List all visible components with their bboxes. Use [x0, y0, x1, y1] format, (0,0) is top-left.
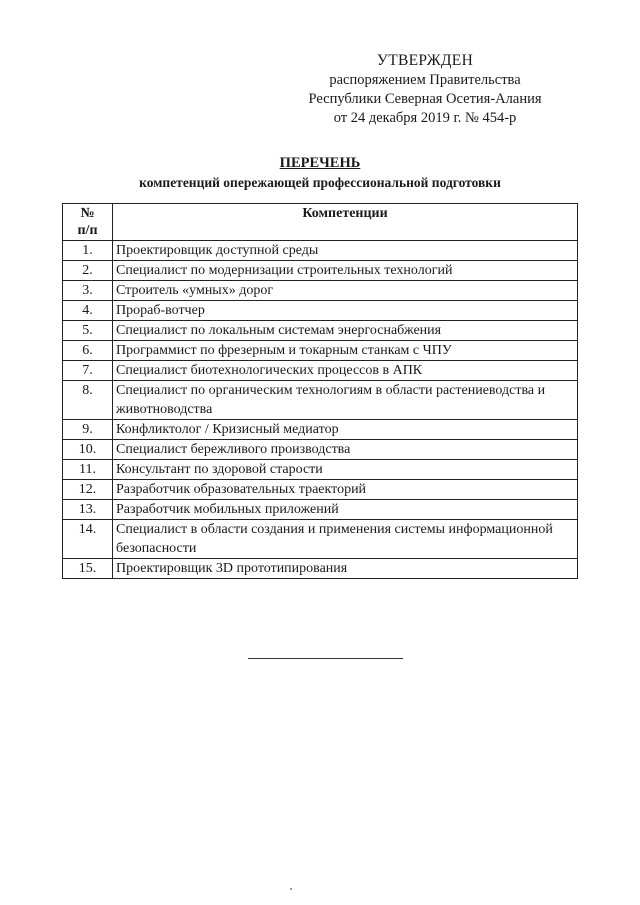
row-number: 9. [63, 420, 113, 440]
row-competency: Разработчик образовательных траекторий [113, 480, 578, 500]
approval-date: от 24 декабря 2019 г. № 454-р [333, 110, 517, 126]
table-row [63, 381, 578, 420]
row-number: 8. [63, 381, 113, 420]
column-header-number [63, 204, 113, 241]
table-header-row [63, 204, 578, 241]
table-row [63, 559, 578, 579]
document-subtitle: компетенций опережающей профессиональной подготовки [139, 175, 501, 190]
table-row [63, 241, 578, 261]
row-competency: Специалист бережливого производства [113, 440, 578, 460]
row-competency: Разработчик мобильных приложений [113, 500, 578, 520]
row-number: 15. [63, 559, 113, 579]
competencies-table [62, 203, 578, 579]
row-competency: Проектировщик 3D прототипирования [113, 559, 578, 579]
column-header-number-line1: № [80, 206, 95, 221]
table-row [63, 321, 578, 341]
column-header-number-line2: п/п [77, 223, 98, 238]
table-row [63, 480, 578, 500]
document-title-block [0, 154, 640, 193]
approval-stamp [300, 51, 550, 128]
row-competency: Специалист по локальным системам энергоснабжения [113, 321, 578, 341]
row-number: 5. [63, 321, 113, 341]
row-number: 2. [63, 261, 113, 281]
row-competency: Проектировщик доступной среды [113, 241, 578, 261]
row-number: 1. [63, 241, 113, 261]
approval-issuer: распоряжением Правительства [329, 72, 521, 88]
table-row [63, 261, 578, 281]
table-row [63, 301, 578, 321]
row-competency: Прораб-вотчер [113, 301, 578, 321]
approval-heading: УТВЕРЖДЕН [376, 52, 474, 69]
approval-region: Республики Северная Осетия-Алания [308, 91, 542, 107]
table-row [63, 500, 578, 520]
row-competency: Специалист по модернизации строительных технологий [113, 261, 578, 281]
row-number: 14. [63, 520, 113, 559]
table-row [63, 281, 578, 301]
table-row [63, 361, 578, 381]
table-row [63, 460, 578, 480]
table-row [63, 440, 578, 460]
scan-speck [290, 888, 292, 890]
row-number: 12. [63, 480, 113, 500]
table-row [63, 341, 578, 361]
document-title: ПЕРЕЧЕНЬ [279, 155, 361, 171]
row-number: 10. [63, 440, 113, 460]
row-competency: Программист по фрезерным и токарным станкам с ЧПУ [113, 341, 578, 361]
table-row [63, 420, 578, 440]
row-number: 3. [63, 281, 113, 301]
row-competency: Специалист биотехнологических процессов в АПК [113, 361, 578, 381]
row-number: 11. [63, 460, 113, 480]
column-header-competencies: Компетенции [113, 204, 578, 241]
row-number: 4. [63, 301, 113, 321]
row-number: 7. [63, 361, 113, 381]
row-number: 13. [63, 500, 113, 520]
row-competency: Строитель «умных» дорог [113, 281, 578, 301]
signature-line-divider [248, 658, 403, 659]
row-competency: Специалист по органическим технологиям в области растениеводства и животноводства [113, 381, 578, 420]
row-number: 6. [63, 341, 113, 361]
row-competency: Консультант по здоровой старости [113, 460, 578, 480]
row-competency: Специалист в области создания и применения системы информационной безопасности [113, 520, 578, 559]
table-row [63, 520, 578, 559]
row-competency: Конфликтолог / Кризисный медиатор [113, 420, 578, 440]
